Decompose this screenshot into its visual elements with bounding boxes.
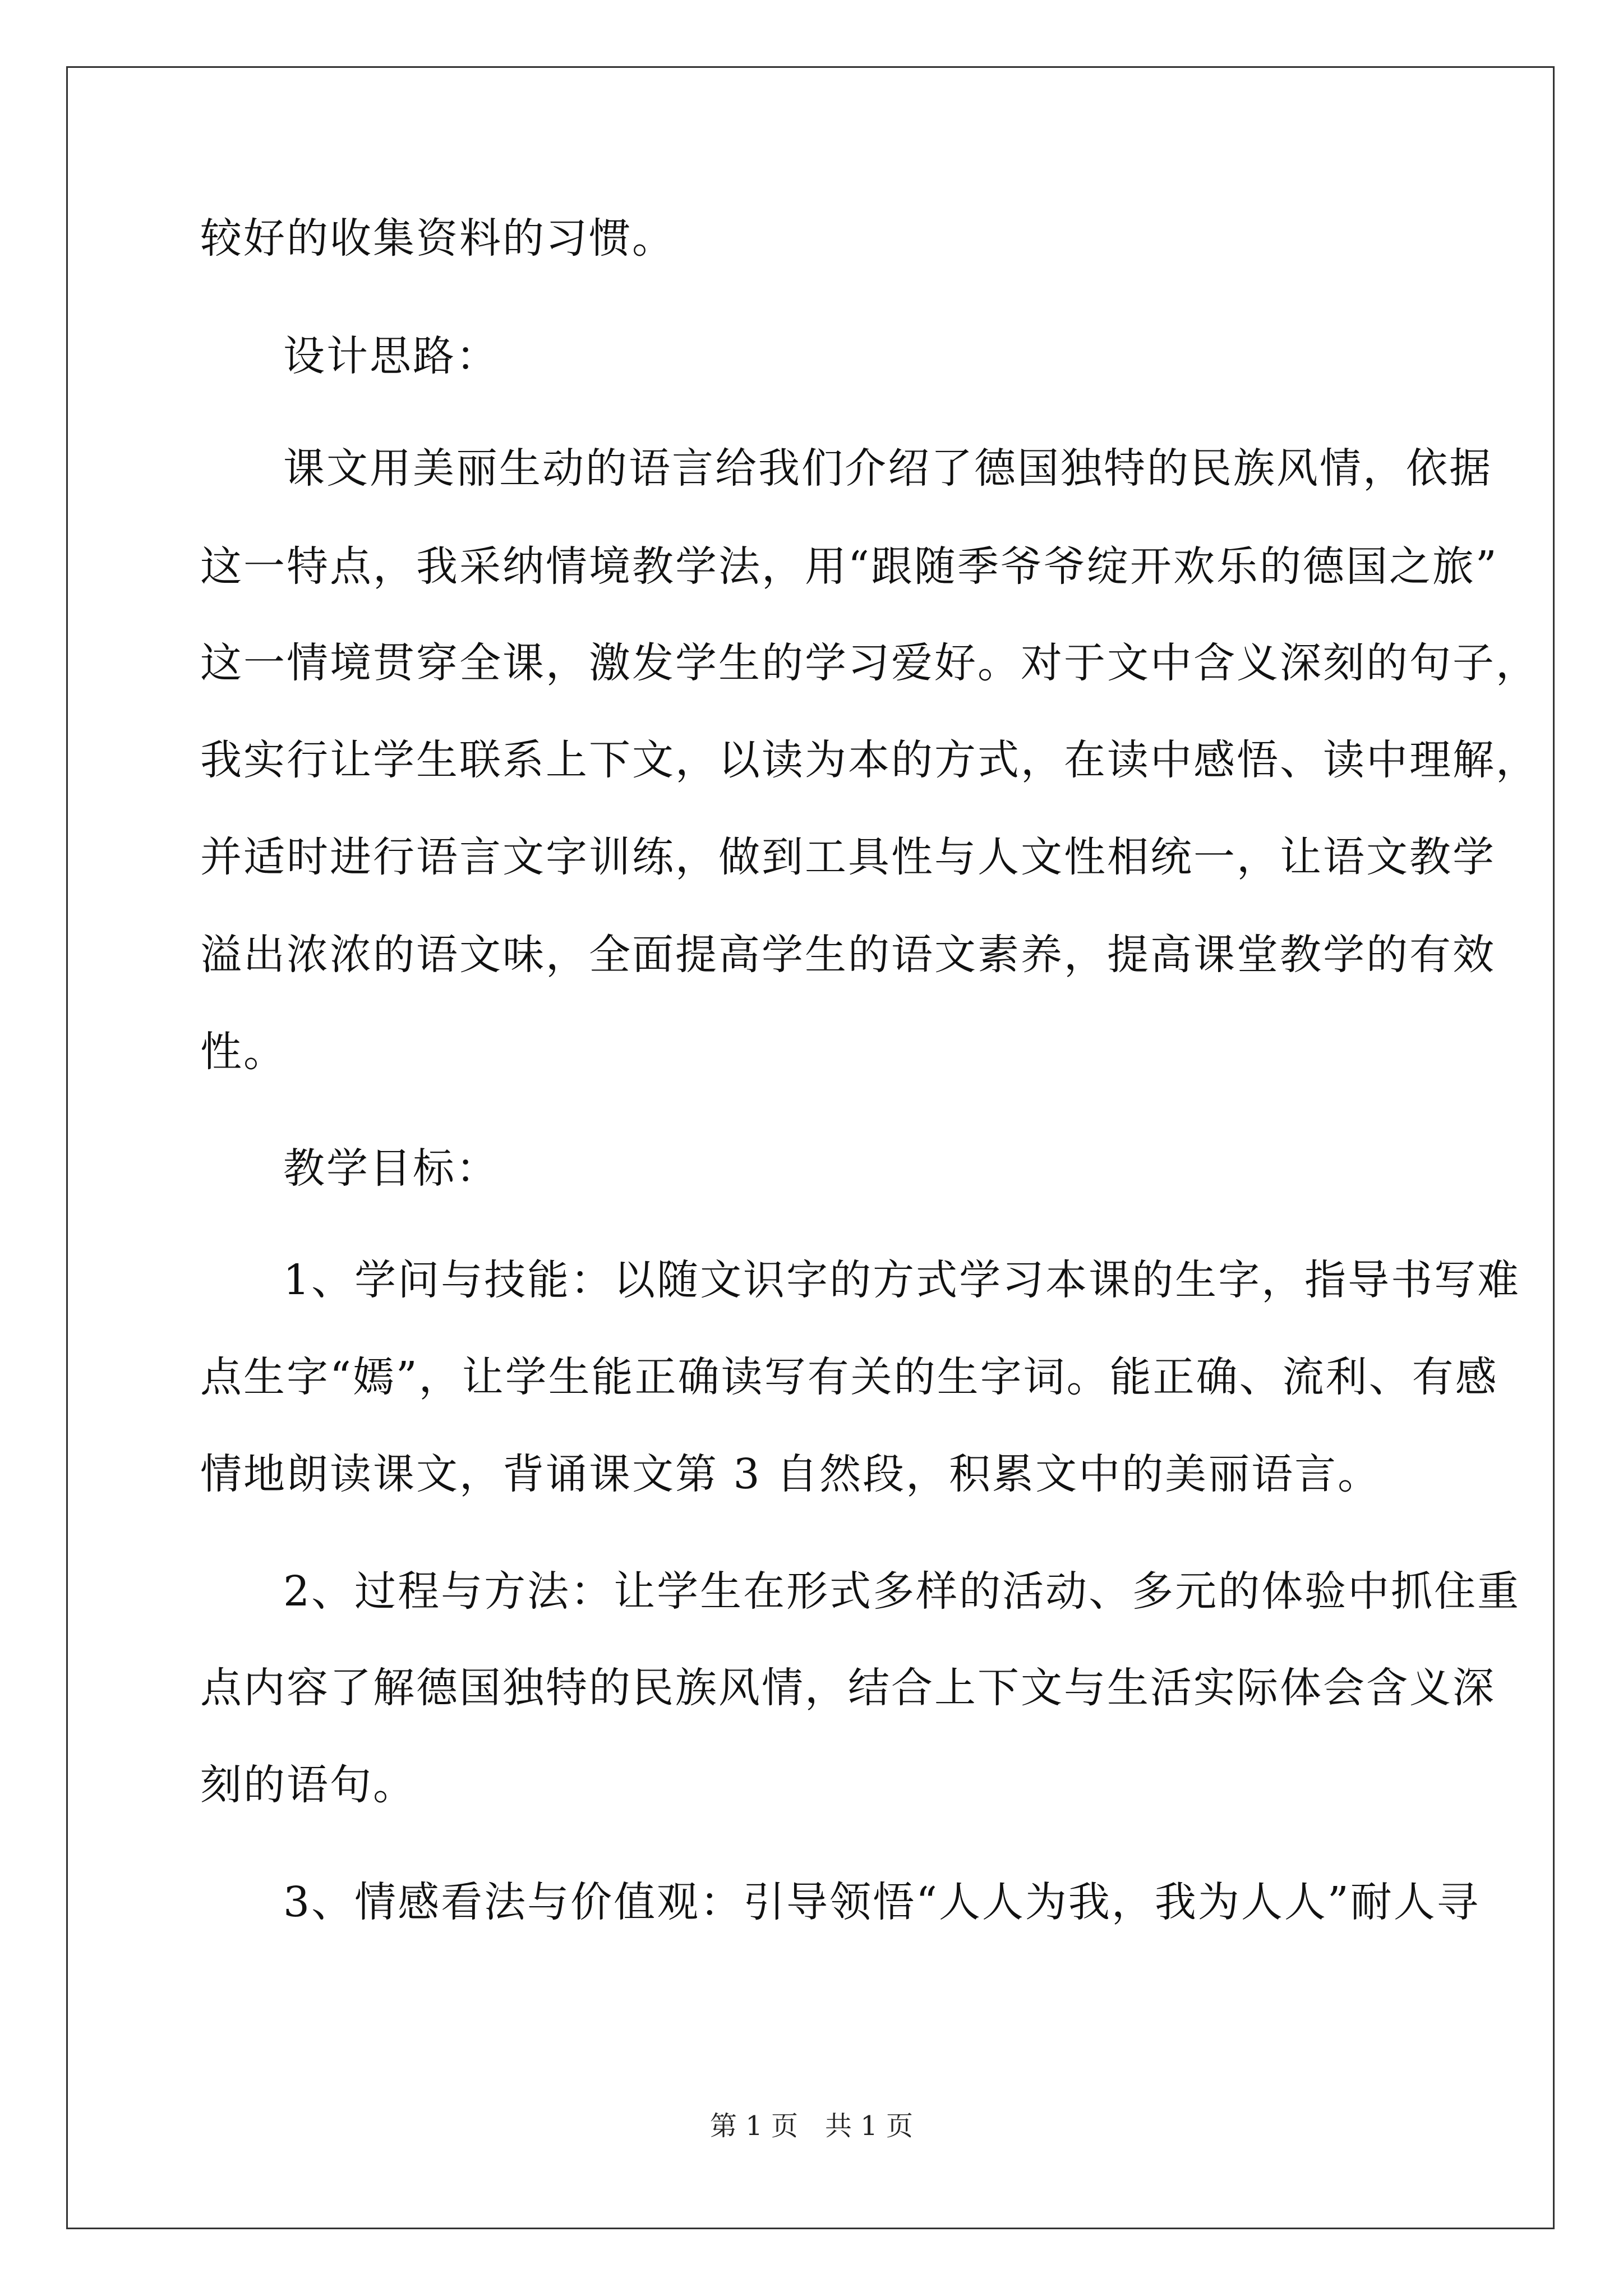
text-line: 2、过程与方法：让学生在形式多样的活动、多元的体验中抓住重 xyxy=(283,1567,1521,1616)
text-line: 情地朗读课文，背诵课文第 3 自然段，积累文中的美丽语言。 xyxy=(200,1450,1381,1498)
text-line: 这一情境贯穿全课，激发学生的学习爱好。对于文中含义深刻的句子， xyxy=(200,639,1539,687)
text-line: 点生字“嫣”，让学生能正确读写有关的生字词。能正确、流利、有感 xyxy=(200,1353,1498,1401)
section-heading: 教学目标： xyxy=(283,1144,499,1193)
text-line: 性。 xyxy=(200,1028,287,1076)
text-line: 较好的收集资料的习惯。 xyxy=(200,214,675,263)
text-line: 刻的语句。 xyxy=(200,1761,416,1809)
text-line: 溢出浓浓的语文味，全面提高学生的语文素养，提高课堂教学的有效 xyxy=(200,931,1496,979)
text-line: 我实行让学生联系上下文，以读为本的方式，在读中感悟、读中理解， xyxy=(200,736,1539,784)
text-line: 这一特点，我采纳情境教学法，用“跟随季爷爷绽开欢乐的德国之旅” xyxy=(200,542,1498,591)
text-line: 点内容了解德国独特的民族风情，结合上下文与生活实际体会含义深 xyxy=(200,1664,1496,1712)
text-line: 课文用美丽生动的语言给我们介绍了德国独特的民族风情，依据 xyxy=(283,444,1492,493)
text-line: 并适时进行语言文字训练，做到工具性与人文性相统一，让语文教学 xyxy=(200,833,1496,881)
section-heading: 设计思路： xyxy=(283,332,499,380)
text-line: 3、情感看法与价值观：引导领悟“人人为我，我为人人”耐人寻 xyxy=(283,1878,1480,1926)
text-line: 1、学问与技能：以随文识字的方式学习本课的生字，指导书写难 xyxy=(283,1256,1521,1304)
page-number: 第 1 页 共 1 页 xyxy=(709,2110,914,2142)
